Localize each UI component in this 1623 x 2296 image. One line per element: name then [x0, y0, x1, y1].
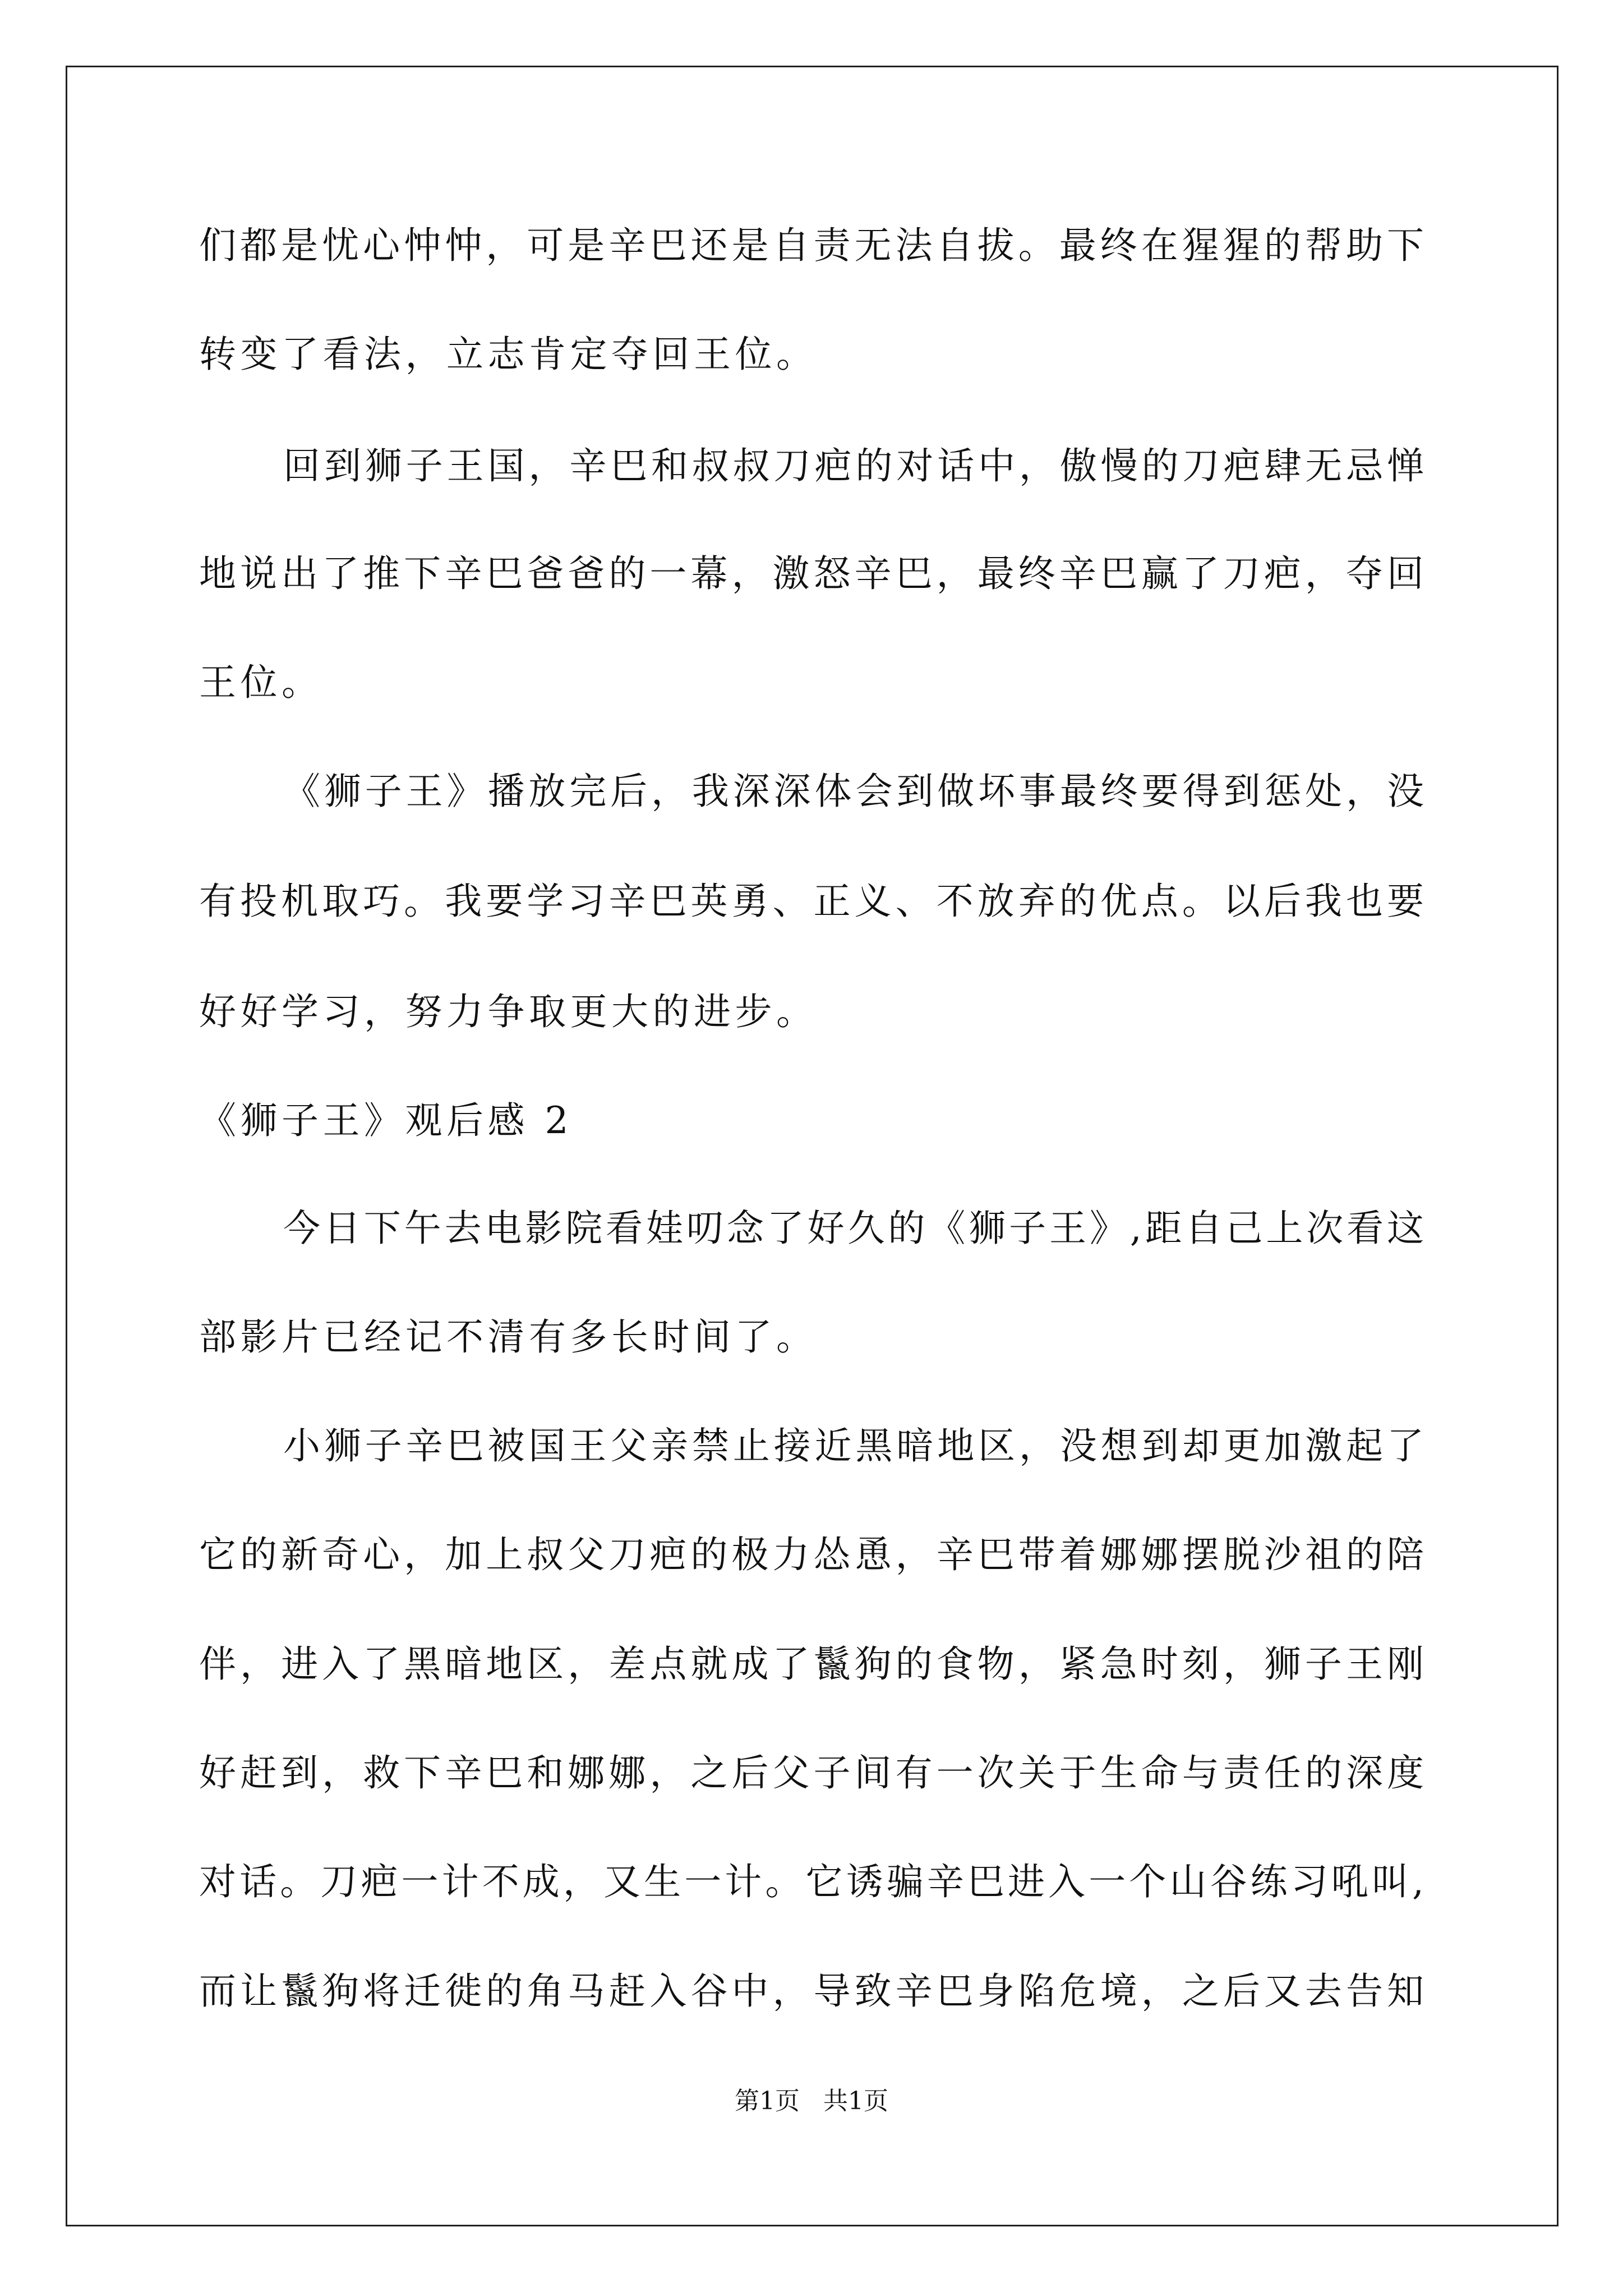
paragraph-line: 伴，进入了黑暗地区，差点就成了鬣狗的食物，紧急时刻，狮子王刚: [199, 1642, 1424, 1686]
paragraph-line: 转变了看法，立志肯定夺回王位。: [199, 333, 818, 376]
paragraph-line: 王位。: [199, 661, 323, 704]
paragraph-line: 今日下午去电影院看娃叨念了好久的《狮子王》,距自己上次看这: [283, 1207, 1424, 1250]
section-heading: 《狮子王》观后感 2: [199, 1099, 573, 1142]
paragraph-line: 回到狮子王国，辛巴和叔叔刀疤的对话中，傲慢的刀疤肆无忌惮: [283, 444, 1424, 487]
paragraph-line: 部影片已经记不清有多长时间了。: [199, 1315, 818, 1359]
paragraph-line: 它的新奇心，加上叔父刀疤的极力怂恿，辛巴带着娜娜摆脱沙祖的陪: [199, 1533, 1424, 1576]
paragraph-line: 《狮子王》播放完后，我深深体会到做坏事最终要得到惩处，没: [283, 770, 1424, 813]
page-footer: 第1页 共1页: [735, 2087, 888, 2115]
paragraph-line: 对话。刀疤一计不成，又生一计。它诱骗辛巴进入一个山谷练习吼叫,: [199, 1860, 1424, 1903]
paragraph-line: 地说出了推下辛巴爸爸的一幕，激怒辛巴，最终辛巴赢了刀疤，夺回: [199, 552, 1424, 595]
paragraph-line: 们都是忧心忡忡，可是辛巴还是自责无法自拔。最终在猩猩的帮助下: [199, 224, 1424, 267]
paragraph-line: 小狮子辛巴被国王父亲禁止接近黑暗地区，没想到却更加激起了: [283, 1424, 1424, 1467]
paragraph-line: 而让鬣狗将迁徙的角马赶入谷中，导致辛巴身陷危境，之后又去告知: [199, 1970, 1424, 2013]
paragraph-line: 好好学习，努力争取更大的进步。: [199, 990, 818, 1033]
paragraph-line: 有投机取巧。我要学习辛巴英勇、正义、不放弃的优点。以后我也要: [199, 880, 1424, 923]
paragraph-line: 好赶到，救下辛巴和娜娜，之后父子间有一次关于生命与责任的深度: [199, 1751, 1424, 1795]
